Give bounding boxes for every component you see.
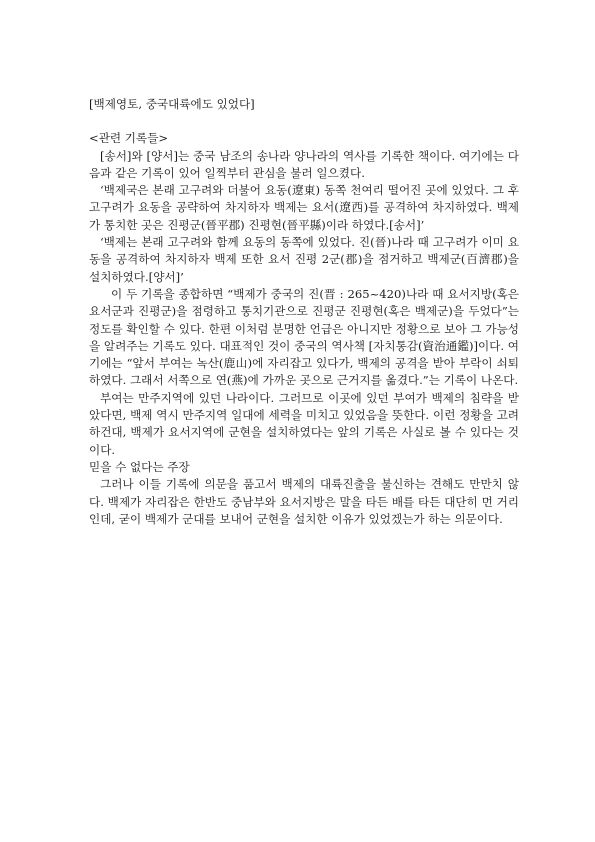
document-title: [백제영토, 중국대륙에도 있었다] bbox=[89, 97, 255, 111]
paragraph-doubt: 그러나 이들 기록에 의문을 품고서 백제의 대륙진출을 불신하는 견해도 만만치 않다. 백제가 자리잡은 한반도 중남부와 요서지방은 말을 타든 배를 타든 대단히 먼 거리인데, 굳이 백제가 군대를 보내어 군현을 설치한 이유가 있었겠는가 하는 의문이다. bbox=[89, 477, 519, 526]
document-page bbox=[89, 96, 519, 528]
spacer bbox=[89, 113, 519, 130]
quote-yangseo: ‘백제는 본래 고구려와 함께 요동의 동쪽에 있었다. 진(晉)나라 때 고구려가 이미 요동을 공격하여 차지하자 백제 또한 요서 진평 2군(郡)을 점거하고 백제군(百濟郡)을 설치하였다.[양서]’ bbox=[89, 235, 519, 284]
paragraph-buyeo: 부여는 만주지역에 있던 나라이다. 그러므로 이곳에 있던 부여가 백제의 침략을 받았다면, 백제 역시 만주지역 일대에 세력을 미치고 있었음을 뜻한다. 이런 정황을 고려하건대, 백제가 요서지역에 군현을 설치하였다는 앞의 기록은 사실로 볼 수 있다는 것이다. bbox=[89, 390, 519, 457]
paragraph-synthesis: 이 두 기록을 종합하면 “백제가 중국의 진(晋 : 265~420)나라 때 요서지방(혹은 요서군과 진평군)을 점령하고 통치기관으로 진평군 진평현(혹은 백제군)을 두었다”는 정도를 확인할 수 있다. 한편 이처럼 분명한 언급은 아니지만 정황으로 보아 그 가능성을 알려주는 기록도 있다. 대표적인 것이 중국의 역사책 [자치통감(資治通鑑)]이다. 여기에는 “앞서 부여는 녹산(鹿山)에 자리잡고 있다가, 백제의 공격을 받아 부락이 쇠퇴하였다. 그래서 서쪽으로 연(燕)에 가까운 곳으로 근거지를 옮겼다.”는 기록이 나온다. bbox=[89, 286, 519, 388]
paragraph-intro: [송서]와 [양서]는 중국 남조의 송나라 양나라의 역사를 기록한 책이다. 여기에는 다음과 같은 기록이 있어 일찍부터 관심을 불러 일으켰다. bbox=[89, 148, 519, 180]
section-label: <관련 기록들> bbox=[89, 131, 169, 146]
quote-songseo: ‘백제국은 본래 고구려와 더불어 요동(遼東) 동쪽 천여리 떨어진 곳에 있었다. 그 후 고구려가 요동을 공략하여 차지하자 백제는 요서(遼西)를 공격하여 차지하였다. 백제가 통치한 곳은 진평군(晉平郡) 진평현(晉平縣)이라 하였다.[송서]’ bbox=[89, 183, 519, 232]
subheading-doubt: 믿을 수 없다는 주장 bbox=[89, 459, 190, 474]
